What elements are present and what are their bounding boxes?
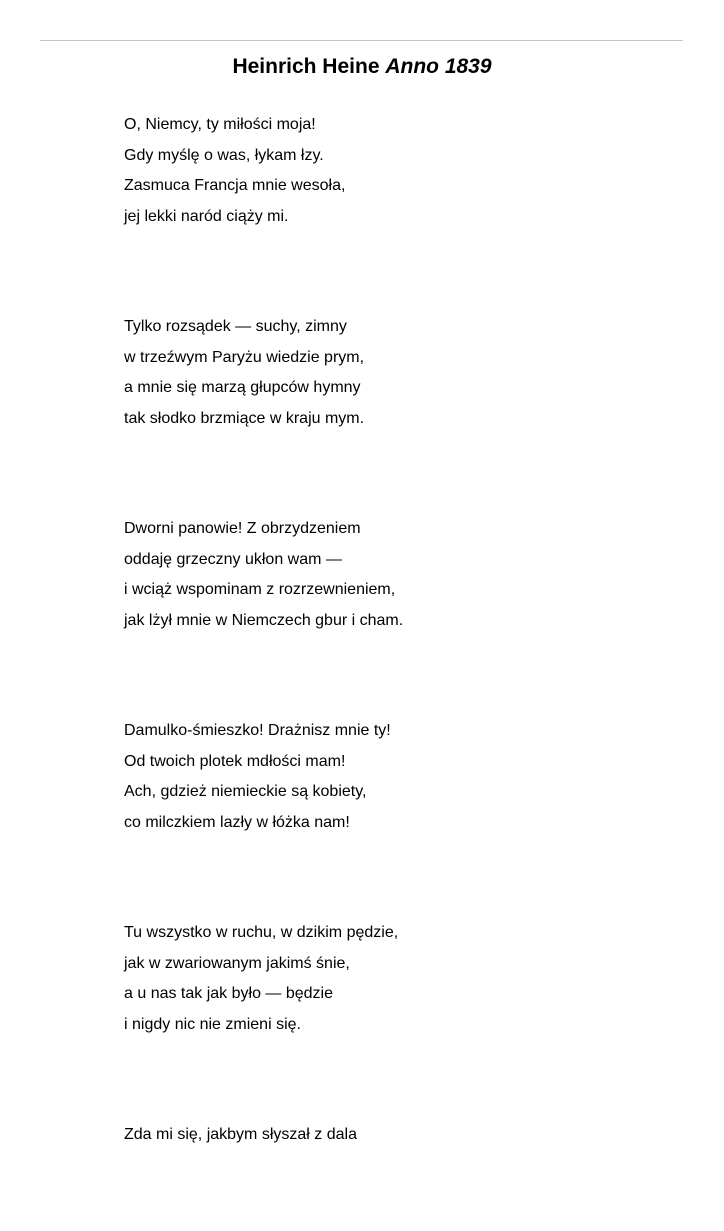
poem-line: Zda mi się, jakbym słyszał z dala xyxy=(124,1126,357,1143)
stanza xyxy=(124,716,684,838)
top-divider xyxy=(40,40,683,41)
poem-line: jak w zwariowanym jakimś śnie, xyxy=(124,954,350,972)
title-author: Heinrich Heine xyxy=(232,55,380,78)
stanza xyxy=(124,514,684,636)
poem-line: jej lekki naród ciąży mi. xyxy=(124,207,289,225)
poem-line: co milczkiem lazły w łóżka nam! xyxy=(124,813,350,831)
poem-line: oddaję grzeczny ukłon wam — xyxy=(124,550,342,568)
poem-line: Tylko rozsądek — suchy, zimny xyxy=(124,318,347,335)
poem-title xyxy=(0,52,724,82)
poem-line: jak lżył mnie w Niemczech gbur i cham. xyxy=(124,611,404,629)
poem-line: Damulko-śmieszko! Drażnisz mnie ty! xyxy=(124,722,391,739)
poem-body xyxy=(124,110,684,1231)
poem-line: a mnie się marzą głupców hymny xyxy=(124,379,361,396)
poem-line: Dworni panowie! Z obrzydzeniem xyxy=(124,520,361,537)
poem-line: Zasmuca Francja mnie wesoła, xyxy=(124,177,346,194)
poem-line: Gdy myślę o was, łykam łzy. xyxy=(124,146,324,164)
stanza xyxy=(124,110,684,232)
poem-line: w trzeźwym Paryżu wiedzie prym, xyxy=(124,348,365,366)
poem-line: Ach, gdzież niemieckie są kobiety, xyxy=(124,783,367,800)
stanza xyxy=(124,1120,684,1151)
poem-line: tak słodko brzmiące w kraju mym. xyxy=(124,409,365,427)
poem-line: i wciąż wspominam z rozrzewnieniem, xyxy=(124,581,396,598)
poem-line: a u nas tak jak było — będzie xyxy=(124,985,334,1002)
stanza xyxy=(124,312,684,434)
stanza xyxy=(124,918,684,1040)
poem-line: Od twoich plotek mdłości mam! xyxy=(124,752,346,770)
poem-line: Tu wszystko w ruchu, w dzikim pędzie, xyxy=(124,924,399,941)
poem-line: O, Niemcy, ty miłości moja! xyxy=(124,116,316,133)
poem-line: i nigdy nic nie zmieni się. xyxy=(124,1015,301,1033)
title-work: Anno 1839 xyxy=(385,55,492,78)
